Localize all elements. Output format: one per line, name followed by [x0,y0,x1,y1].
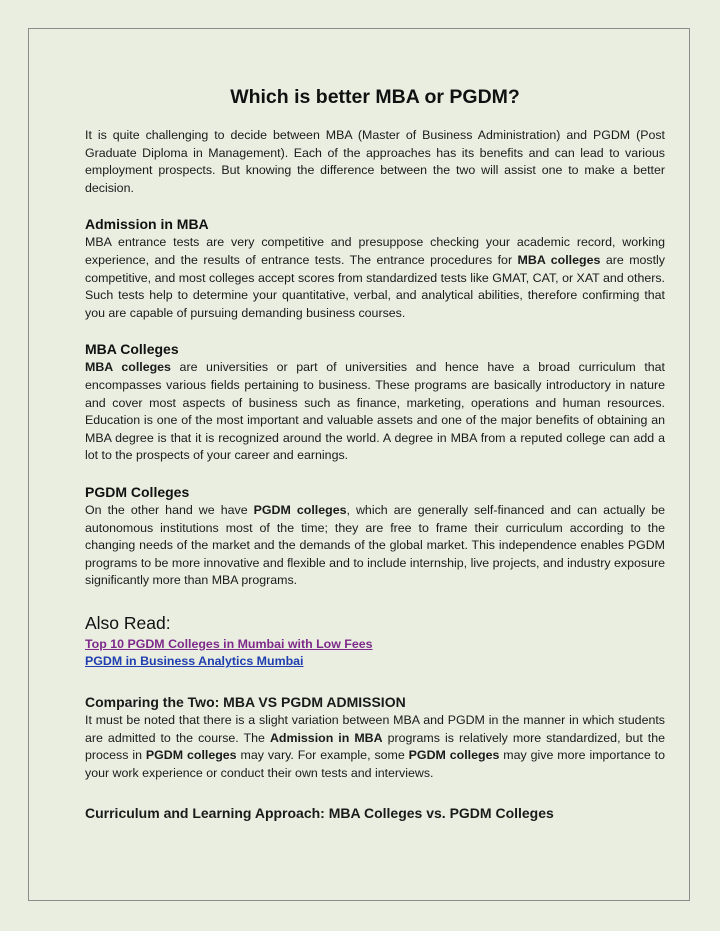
comparing-heading: Comparing the Two: MBA VS PGDM ADMISSION [85,694,406,711]
curriculum-heading: Curriculum and Learning Approach: MBA Colleges vs. PGDM Colleges [85,805,554,822]
comparing-text-3: may vary. For example, some [236,748,409,763]
intro-paragraph: It is quite challenging to decide between MBA (Master of Business Administration) and PGDM (Post Graduate Diploma in Management). Each of the approaches has its benefits and can lead to various employment prospects. But knowing the difference between the two will assist one to make a better decision. [85,128,665,195]
admission-bold: MBA colleges [517,252,601,267]
comparing-paragraph [85,712,665,782]
comparing-text-1: It must be noted that there is a slight variation between MBA and PGDM in the manner in which students are admitted to the course. The [85,713,665,745]
page-title: Which is better MBA or PGDM? [230,86,520,108]
comparing-text-4: may give more importance to your work experience or conduct their own tests and interviews. [85,748,666,780]
pgdm-colleges-paragraph [85,502,665,590]
admission-text-1: MBA entrance tests are very competitive and presuppose checking your academic record, working experience, and the results of entrance tests. The entrance procedures for [85,235,665,267]
link-top-10-pgdm-colleges[interactable]: Top 10 PGDM Colleges in Mumbai with Low Fees [85,636,373,651]
pgdm-bold: PGDM colleges [253,502,347,517]
mba-colleges-bold: MBA colleges [85,360,171,375]
comparing-text-2: programs is relatively more standardized, but the process in [85,730,666,763]
admission-text-2: are mostly competitive, and most colleges accept scores from standardized tests like GMAT, CAT, or XAT and others. Such tests help to determine your quantitative, verbal, and analytical abilities, therefore confirming that you are capable of pursuing demanding business courses. [85,252,665,320]
pgdm-colleges-heading: PGDM Colleges [85,483,190,500]
comparing-bold-2: PGDM colleges [145,748,237,763]
pgdm-text-2: , which are generally self-financed and can actually be autonomous institutions most of the time; they are free to frame their curriculum according to the changing needs of the market and the demands of the global market. This independence enables PGDM programs to be more innovative and flexible and to include internship, live projects, and industry exposure significantly more than MBA programs. [85,502,665,588]
mba-colleges-heading: MBA Colleges [85,341,179,358]
admission-paragraph [85,234,665,322]
comparing-bold-1: Admission in MBA [269,730,383,745]
document-page [28,28,690,901]
admission-heading: Admission in MBA [85,216,209,233]
mba-colleges-text: are universities or part of universities and hence have a broad curriculum that encompasses various fields pertaining to business. These programs are basically introductory in nature and cover most aspects of business such as finance, marketing, operations and human resources. Education is one of the most important and valuable assets and one of the major benefits of obtaining an MBA degree is that it is recognized around the world. A degree in MBA from a reputed college can add a lot to the prospects of your career and earnings. [85,360,665,463]
document-content [85,85,665,823]
comparing-bold-3: PGDM colleges [408,748,500,763]
pgdm-text-1: On the other hand we have [85,502,254,517]
also-read-heading: Also Read: [85,612,171,633]
mba-colleges-paragraph [85,359,665,465]
link-pgdm-business-analytics[interactable]: PGDM in Business Analytics Mumbai [85,654,304,669]
